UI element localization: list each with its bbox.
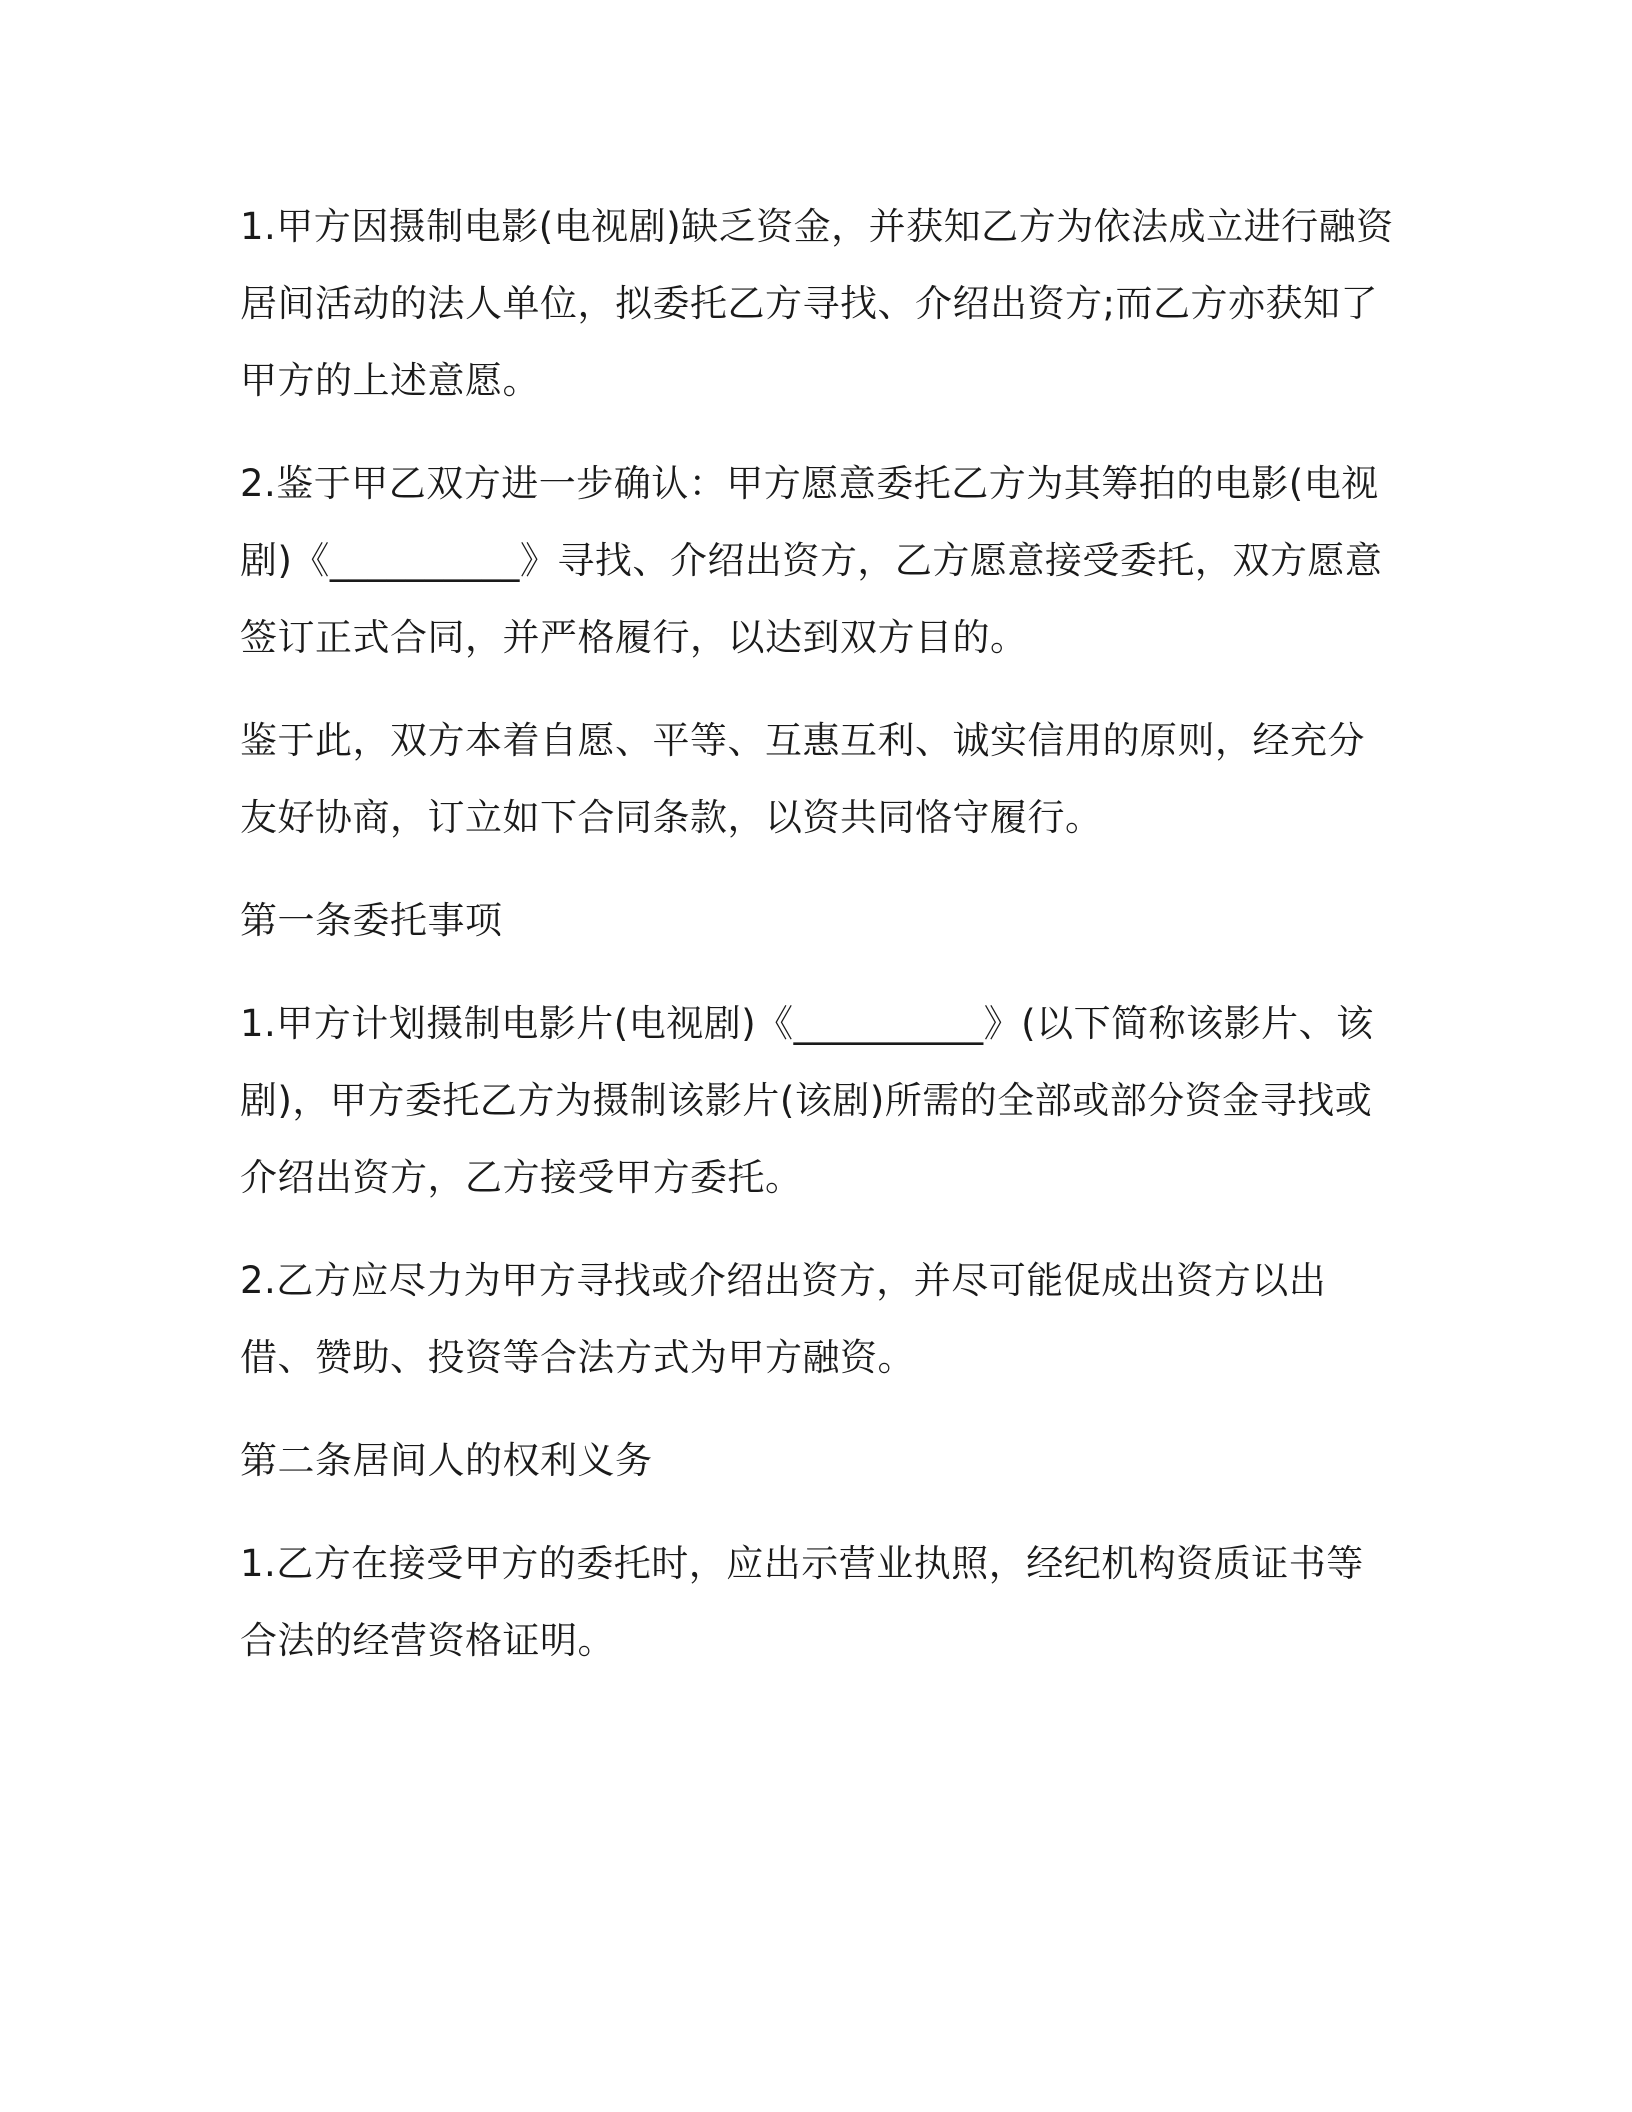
article-2-clause-1: 1.乙方在接受甲方的委托时，应出示营业执照，经纪机构资质证书等合法的经营资格证明。 bbox=[240, 1542, 1364, 1662]
article-2-heading: 第二条居间人的权利义务 bbox=[240, 1439, 653, 1482]
article-1-clause-1: 1.甲方计划摄制电影片(电视剧)《__________》(以下简称该影片、该剧)，甲方委托乙方为摄制该影片(该剧)所需的全部或部分资金寻找或介绍出资方，乙方接受甲方委托。 bbox=[240, 1002, 1374, 1199]
recital-paragraph-2: 2.鉴于甲乙双方进一步确认：甲方愿意委托乙方为其筹拍的电影(电视剧)《__________》寻找、介绍出资方，乙方愿意接受委托，双方愿意签订正式合同，并严格履行，以达到双方目的。 bbox=[240, 462, 1383, 659]
article-1-clause-2: 2.乙方应尽力为甲方寻找或介绍出资方，并尽可能促成出资方以出借、赞助、投资等合法方式为甲方融资。 bbox=[240, 1259, 1327, 1379]
recital-paragraph-3: 鉴于此，双方本着自愿、平等、互惠互利、诚实信用的原则，经充分友好协商，订立如下合同条款，以资共同恪守履行。 bbox=[240, 719, 1365, 839]
document-page bbox=[240, 188, 1400, 1705]
recital-paragraph-1: 1.甲方因摄制电影(电视剧)缺乏资金，并获知乙方为依法成立进行融资居间活动的法人单位，拟委托乙方寻找、介绍出资方;而乙方亦获知了甲方的上述意愿。 bbox=[240, 205, 1394, 402]
article-1-heading: 第一条委托事项 bbox=[240, 899, 503, 942]
